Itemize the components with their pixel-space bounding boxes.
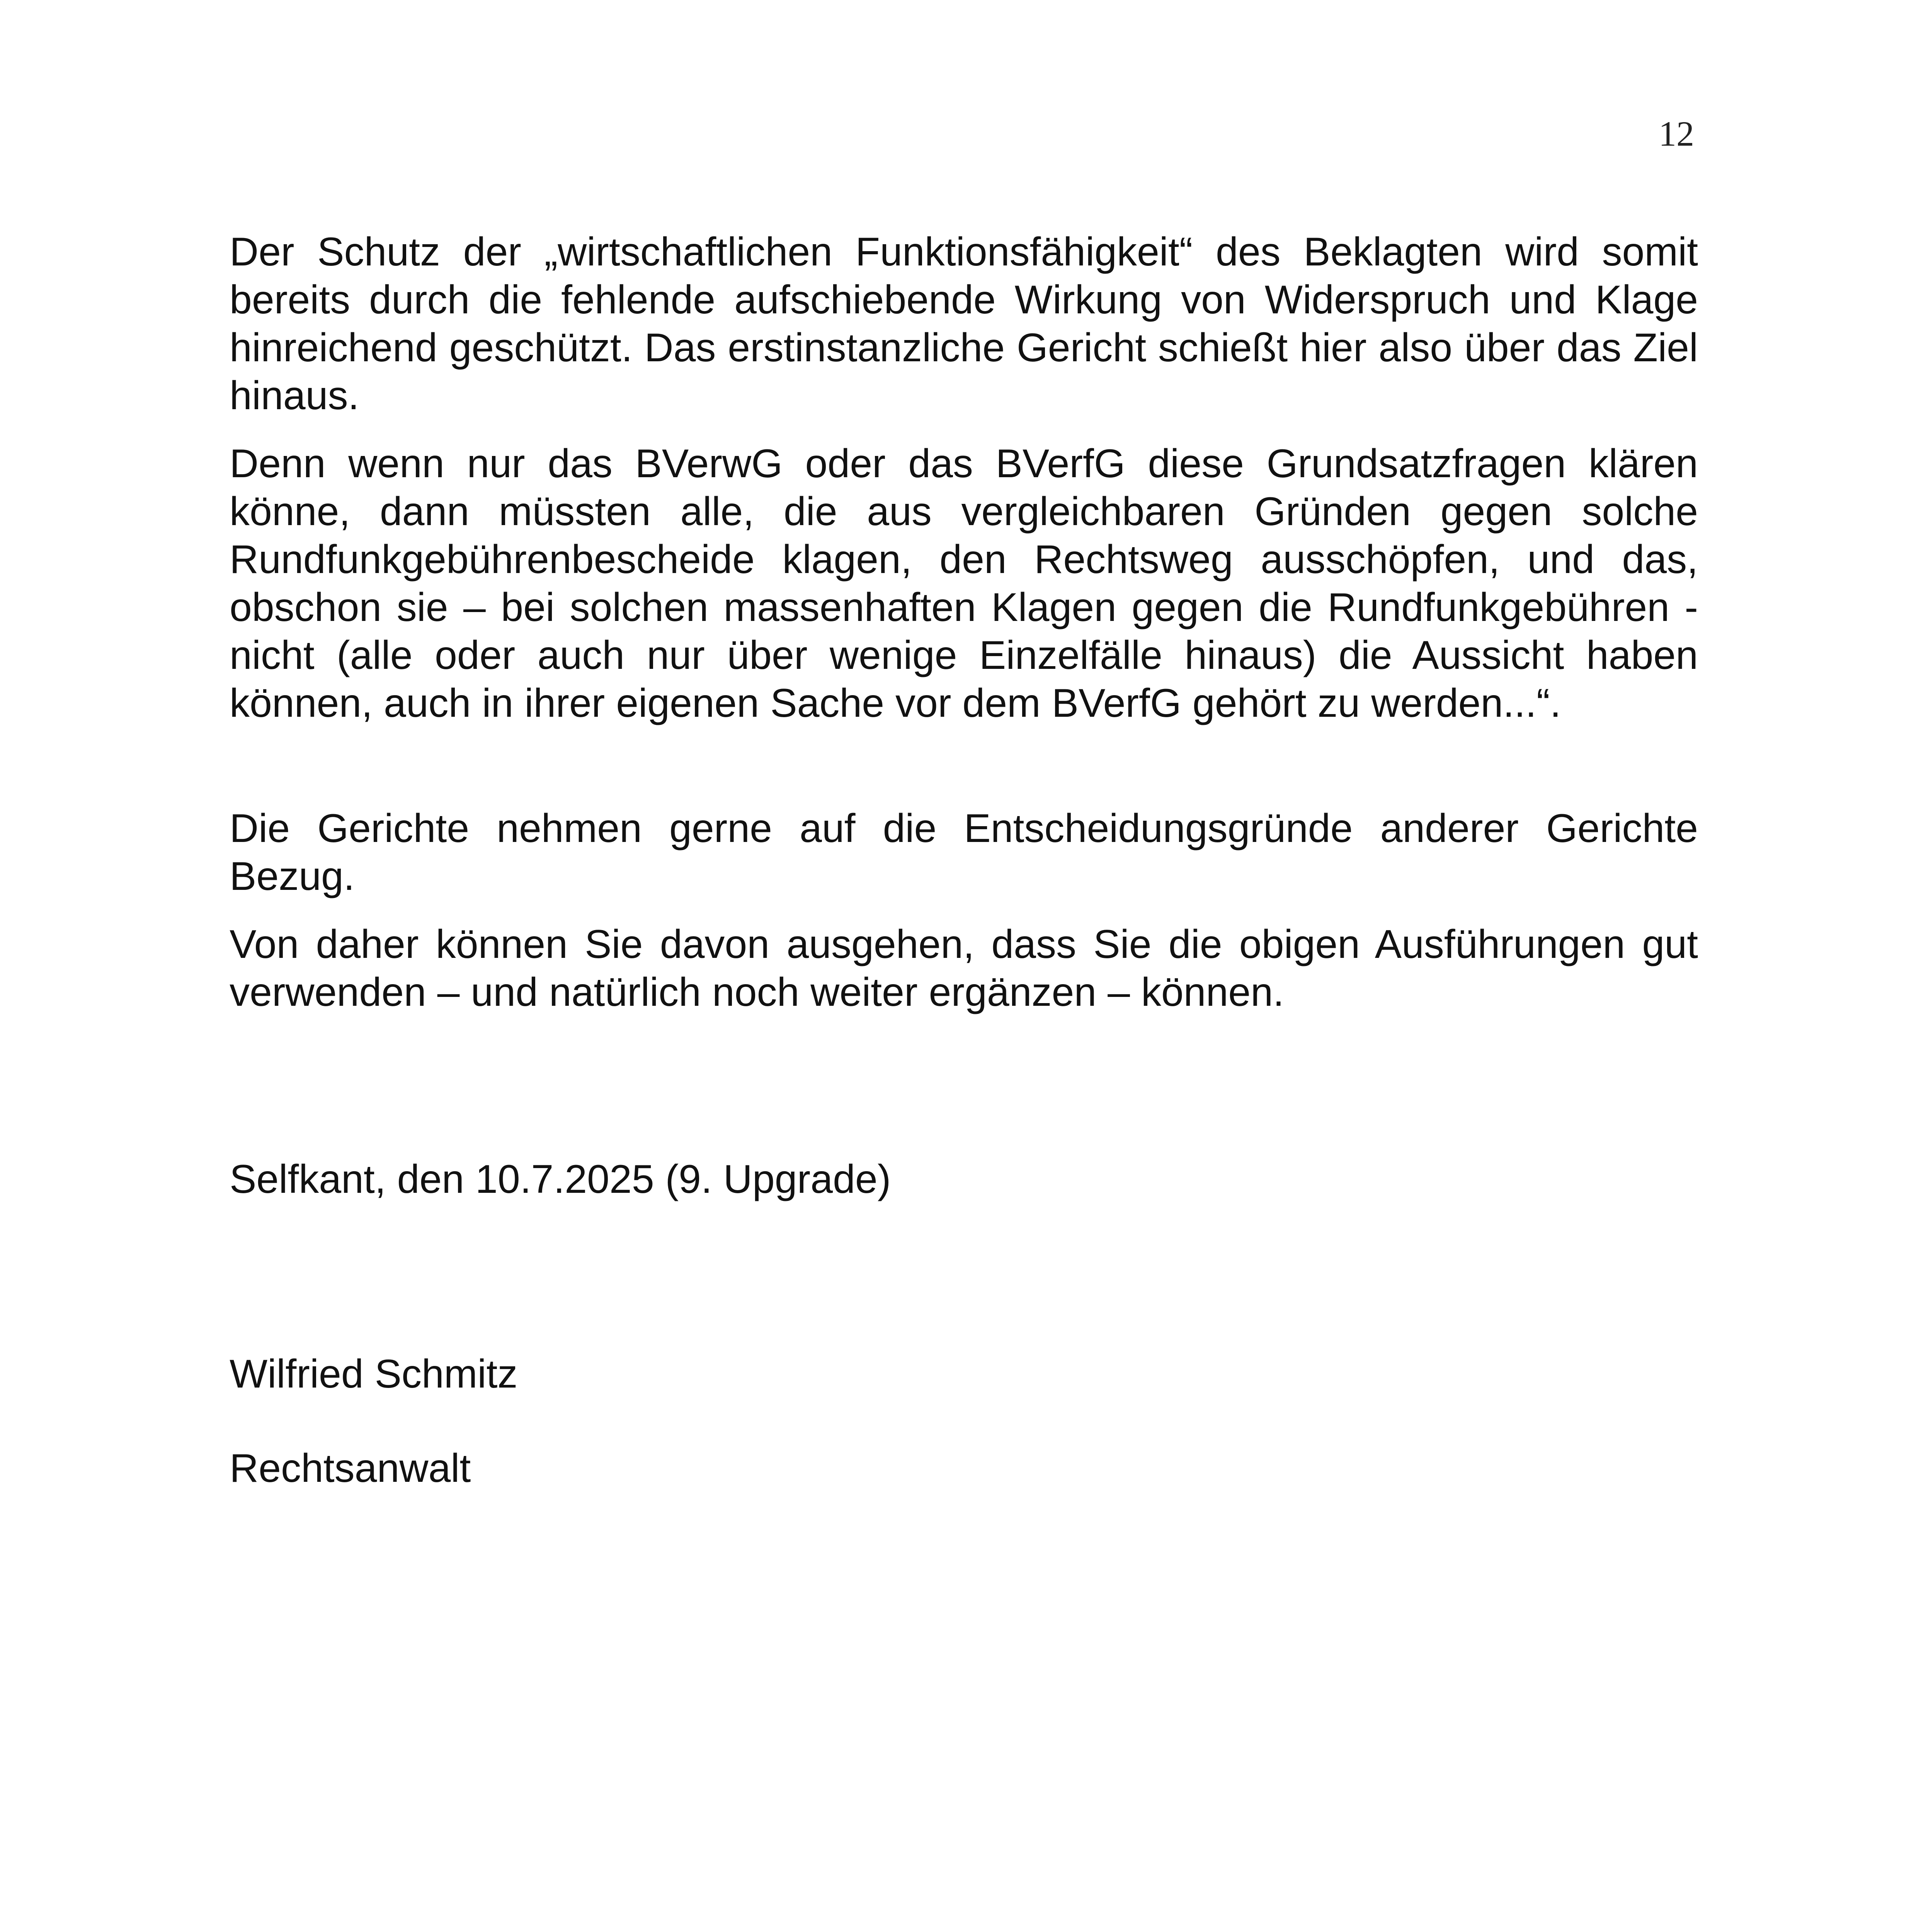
paragraph-courts-reference: Die Gerichte nehmen gerne auf die Entscheidungsgründe anderer Gerichte Bezug. <box>230 806 1698 899</box>
document-body <box>230 228 1698 1492</box>
signer-title: Rechtsanwalt <box>230 1446 471 1491</box>
paragraph-conclusion: Von daher können Sie davon ausgehen, dass Sie die obigen Ausführungen gut verwenden – und natürlich noch weiter ergänzen – können. <box>230 922 1698 1015</box>
page-number: 12 <box>1659 114 1694 153</box>
paragraph-legal-reasoning: Denn wenn nur das BVerwG oder das BVerfG diese Grundsatzfragen klären könne, dann müssten alle, die aus vergleichbaren Gründen gegen solche Rundfunkgebührenbescheide klagen, den Rechtsweg ausschöpfen, und das, obschon sie – bei solchen massenhaften Klagen gegen die Rundfunkgebühren - nicht (alle oder auch nur über wenige Einzelfälle hinaus) die Aussicht haben können, auch in ihrer eigenen Sache vor dem BVerfG gehört zu werden...“. <box>230 441 1698 726</box>
place-date: Selfkant, den 10.7.2025 (9. Upgrade) <box>230 1157 891 1202</box>
paragraph-protection: Der Schutz der „wirtschaftlichen Funktionsfähigkeit“ des Beklagten wird somit bereits durch die fehlende aufschiebende Wirkung von Widerspruch und Klage hinreichend geschützt. Das erstinstanzliche Gericht schießt hier also über das Ziel hinaus. <box>230 230 1698 418</box>
signer-name: Wilfried Schmitz <box>230 1352 518 1396</box>
